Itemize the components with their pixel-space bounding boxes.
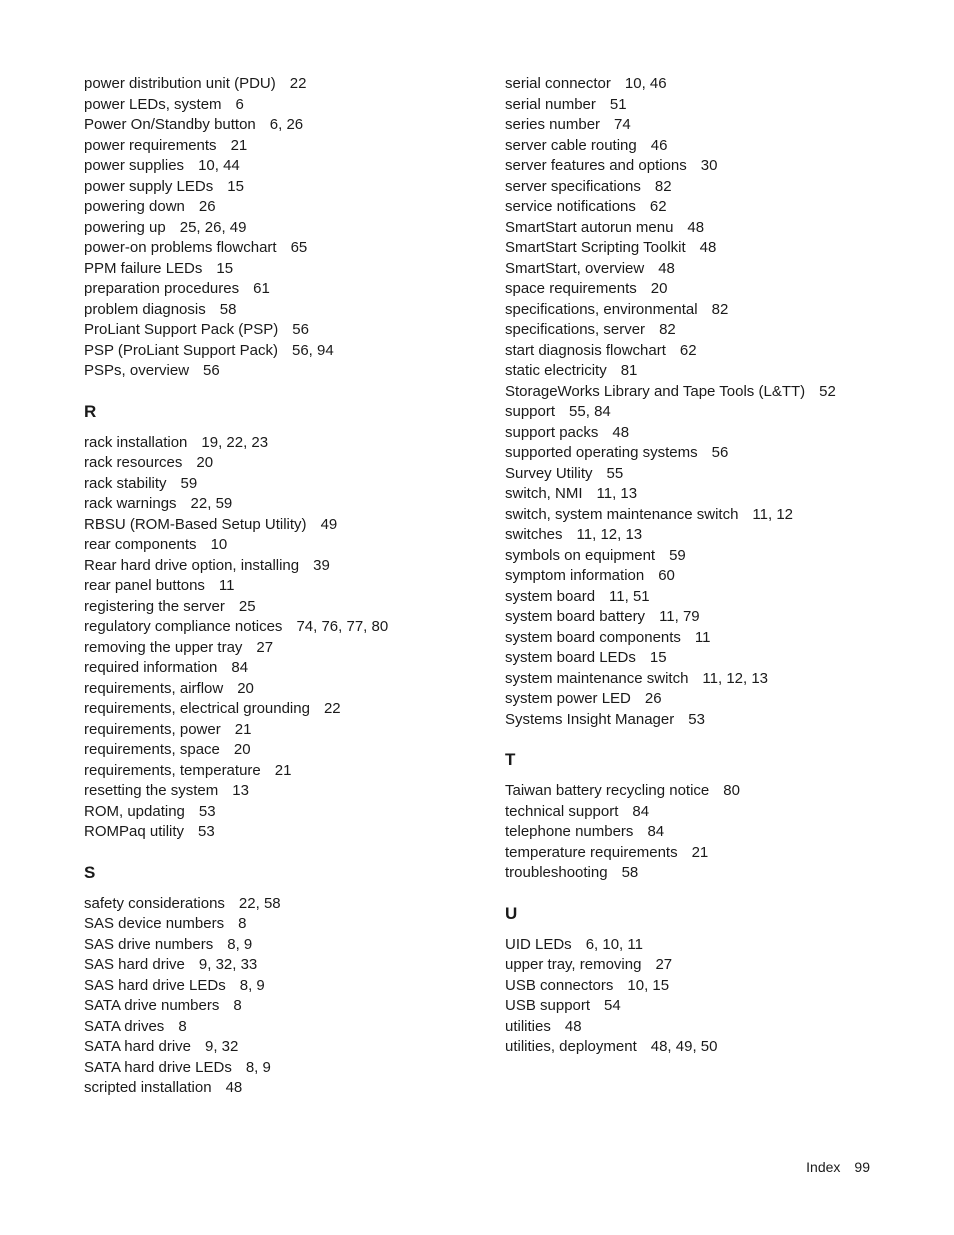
index-term: SAS device numbers xyxy=(84,915,225,932)
index-term: PPM failure LEDs xyxy=(84,259,203,277)
index-term: system board battery xyxy=(505,608,646,625)
index-entry xyxy=(84,576,484,597)
index-page-refs: 8, 9 xyxy=(239,976,265,994)
index-page-refs: 80 xyxy=(723,782,740,799)
index-entry xyxy=(505,628,935,649)
index-page-refs: 21 xyxy=(691,843,709,861)
index-page-refs: 20 xyxy=(650,280,668,297)
index-column-right xyxy=(505,74,935,1058)
section-letter: T xyxy=(505,750,516,769)
index-term: support xyxy=(505,403,556,420)
index-term: power-on problems flowchart xyxy=(84,239,277,256)
index-term: utilities, deployment xyxy=(505,1038,637,1055)
index-entry xyxy=(505,197,935,218)
index-page-refs: 22 xyxy=(289,75,307,92)
index-entry xyxy=(84,136,484,157)
index-entry xyxy=(505,976,935,997)
index-term: Rear hard drive option, installing xyxy=(84,556,300,574)
index-entry xyxy=(505,802,935,823)
index-entry xyxy=(84,802,484,823)
index-entry xyxy=(505,136,935,157)
page-footer xyxy=(806,1158,870,1176)
index-term: system board components xyxy=(505,628,681,646)
index-term: USB support xyxy=(505,997,591,1014)
index-term: requirements, temperature xyxy=(84,761,261,779)
index-term: specifications, environmental xyxy=(505,300,698,318)
index-term: ROMPaq utility xyxy=(84,823,185,840)
index-page-refs: 55, 84 xyxy=(569,403,611,420)
index-entry xyxy=(84,822,484,843)
index-entry xyxy=(84,300,484,321)
index-term: SATA drive numbers xyxy=(84,997,220,1014)
index-entry xyxy=(84,535,484,556)
index-entry xyxy=(84,679,484,700)
index-page-refs: 21 xyxy=(234,720,252,738)
index-entry xyxy=(505,587,935,608)
index-page-refs: 62 xyxy=(649,198,667,215)
index-entry xyxy=(84,341,484,362)
index-term: resetting the system xyxy=(84,782,219,799)
index-page-refs: 56 xyxy=(292,321,309,338)
index-term: powering down xyxy=(84,198,185,215)
index-page-refs: 48 xyxy=(612,423,630,441)
index-page-refs: 11, 12, 13 xyxy=(702,669,769,687)
index-term: SATA drives xyxy=(84,1017,165,1035)
index-page-refs: 61 xyxy=(253,280,270,297)
index-page-refs: 11, 12, 13 xyxy=(576,526,643,543)
index-entry xyxy=(505,689,935,710)
index-entry xyxy=(84,320,484,341)
index-page-refs: 10, 44 xyxy=(198,157,240,174)
index-entry xyxy=(84,935,484,956)
index-entry xyxy=(84,238,484,259)
index-page-refs: 59 xyxy=(180,474,198,492)
index-page-refs: 10, 15 xyxy=(627,976,670,994)
index-page-refs: 6, 26 xyxy=(269,116,304,133)
index-page-refs: 19, 22, 23 xyxy=(201,433,269,451)
index-term: switch, NMI xyxy=(505,485,583,502)
index-page-refs: 15 xyxy=(216,259,234,277)
index-term: system maintenance switch xyxy=(505,669,689,687)
index-term: requirements, airflow xyxy=(84,679,224,697)
index-page-refs: 82 xyxy=(711,300,729,318)
index-page-refs: 20 xyxy=(237,679,254,697)
index-page-refs: 74, 76, 77, 80 xyxy=(296,618,389,635)
index-entry xyxy=(505,863,935,884)
index-term: preparation procedures xyxy=(84,280,240,297)
index-term: series number xyxy=(505,116,601,133)
index-page-refs: 48 xyxy=(687,218,705,236)
index-entry xyxy=(505,279,935,300)
index-entry xyxy=(505,1017,935,1038)
index-term: specifications, server xyxy=(505,321,646,338)
index-page-refs: 20 xyxy=(233,741,251,758)
index-page-refs: 82 xyxy=(654,177,672,195)
index-page-refs: 52 xyxy=(819,382,836,400)
index-term: server specifications xyxy=(505,177,641,195)
index-entry xyxy=(84,218,484,239)
index-entry xyxy=(84,740,484,761)
index-term: server features and options xyxy=(505,157,687,174)
index-term: requirements, space xyxy=(84,741,220,758)
index-term: symptom information xyxy=(505,567,645,584)
index-page-refs: 11 xyxy=(694,628,711,646)
index-page-refs: 74 xyxy=(614,116,631,133)
index-page-refs: 8 xyxy=(238,915,247,932)
index-page-refs: 10, 46 xyxy=(624,75,667,92)
index-entry xyxy=(505,484,935,505)
index-entry xyxy=(84,1017,484,1038)
index-entry xyxy=(505,669,935,690)
index-page-refs: 65 xyxy=(290,239,308,256)
section-letter: S xyxy=(84,862,96,882)
index-page-refs: 53 xyxy=(688,710,705,728)
index-entry xyxy=(84,976,484,997)
index-term: space requirements xyxy=(505,280,637,297)
index-term: power requirements xyxy=(84,136,217,154)
index-entry xyxy=(505,95,935,116)
index-entry xyxy=(84,361,484,382)
index-term: rack installation xyxy=(84,433,188,451)
index-term: Power On/Standby button xyxy=(84,116,256,133)
index-term: power LEDs, system xyxy=(84,95,222,113)
index-term: problem diagnosis xyxy=(84,300,206,318)
index-entry xyxy=(505,382,935,403)
index-page-refs: 58 xyxy=(219,300,237,318)
index-term: symbols on equipment xyxy=(505,546,656,564)
index-entry xyxy=(505,822,935,843)
index-term: PSPs, overview xyxy=(84,362,190,379)
index-page-refs: 26 xyxy=(644,690,662,707)
index-term: serial connector xyxy=(505,75,611,92)
index-term: removing the upper tray xyxy=(84,638,243,656)
index-page-refs: 11 xyxy=(218,577,235,594)
index-entry xyxy=(505,843,935,864)
index-entry xyxy=(505,525,935,546)
index-entry xyxy=(505,566,935,587)
page-number: 99 xyxy=(854,1159,870,1175)
index-term: support packs xyxy=(505,423,599,441)
index-page-refs: 13 xyxy=(232,782,249,799)
index-term: power supply LEDs xyxy=(84,177,214,195)
index-page-refs: 46 xyxy=(650,136,668,154)
index-page-refs: 49 xyxy=(320,515,338,533)
index-term: powering up xyxy=(84,218,166,236)
index-entry xyxy=(505,607,935,628)
index-term: RBSU (ROM-Based Setup Utility) xyxy=(84,515,307,533)
index-page-refs: 8 xyxy=(233,997,242,1014)
index-term: UID LEDs xyxy=(505,935,572,953)
index-entry xyxy=(84,494,484,515)
index-term: supported operating systems xyxy=(505,444,698,461)
index-entry xyxy=(84,617,484,638)
index-page-refs: 11, 12 xyxy=(752,505,794,523)
index-term: safety considerations xyxy=(84,894,225,912)
index-entry xyxy=(84,761,484,782)
index-entry xyxy=(84,955,484,976)
index-column-left xyxy=(84,74,484,1099)
index-entry xyxy=(84,699,484,720)
index-page-refs: 84 xyxy=(231,659,249,676)
index-entry xyxy=(505,996,935,1017)
index-page-refs: 15 xyxy=(227,177,244,195)
index-term: upper tray, removing xyxy=(505,956,642,973)
index-entry xyxy=(505,423,935,444)
index-page-refs: 48, 49, 50 xyxy=(650,1038,718,1055)
index-entry xyxy=(84,1037,484,1058)
index-entry xyxy=(505,1037,935,1058)
index-term: SATA hard drive LEDs xyxy=(84,1058,232,1076)
index-term: SmartStart, overview xyxy=(505,259,645,277)
index-term: switch, system maintenance switch xyxy=(505,505,739,523)
index-page-refs: 54 xyxy=(604,997,621,1014)
index-page-refs: 48 xyxy=(564,1017,582,1035)
index-term: troubleshooting xyxy=(505,864,608,881)
index-term: requirements, electrical grounding xyxy=(84,700,310,717)
index-page-refs: 56 xyxy=(711,444,729,461)
index-entry xyxy=(84,1058,484,1079)
index-page-refs: 84 xyxy=(632,802,650,820)
index-entry xyxy=(505,955,935,976)
index-page-refs: 30 xyxy=(700,157,718,174)
index-entry xyxy=(84,115,484,136)
index-page-refs: 27 xyxy=(256,638,274,656)
index-entry xyxy=(505,505,935,526)
index-page-refs: 11, 13 xyxy=(596,485,638,502)
index-entry xyxy=(84,894,484,915)
index-entry xyxy=(505,402,935,423)
index-entry xyxy=(84,156,484,177)
index-entry xyxy=(505,710,935,731)
index-entry xyxy=(505,74,935,95)
index-entry xyxy=(505,218,935,239)
index-entry xyxy=(505,935,935,956)
index-page-refs: 25 xyxy=(238,597,256,615)
index-page-refs: 25, 26, 49 xyxy=(179,218,247,236)
index-page-refs: 21 xyxy=(274,761,292,779)
index-term: start diagnosis flowchart xyxy=(505,341,666,359)
index-term: serial number xyxy=(505,95,596,113)
index-entry xyxy=(84,453,484,474)
index-entry xyxy=(505,341,935,362)
index-term: rack warnings xyxy=(84,495,177,512)
index-entry xyxy=(505,238,935,259)
index-term: SAS hard drive xyxy=(84,956,185,973)
index-entry xyxy=(505,156,935,177)
index-entry xyxy=(505,320,935,341)
index-term: rack stability xyxy=(84,474,167,492)
footer-label: Index xyxy=(806,1159,841,1175)
index-page-refs: 21 xyxy=(230,136,248,154)
index-term: utilities xyxy=(505,1017,551,1035)
index-term: system power LED xyxy=(505,690,631,707)
index-term: ProLiant Support Pack (PSP) xyxy=(84,321,279,338)
index-page-refs: 11, 79 xyxy=(659,608,700,625)
index-entry xyxy=(505,361,935,382)
index-term: power supplies xyxy=(84,157,185,174)
index-term: power distribution unit (PDU) xyxy=(84,75,276,92)
index-page-refs: 27 xyxy=(655,956,673,973)
index-page-refs: 59 xyxy=(669,546,686,564)
index-entry xyxy=(84,95,484,116)
index-page-refs: 51 xyxy=(609,95,627,113)
index-page-refs: 11, 51 xyxy=(609,587,650,605)
index-term: temperature requirements xyxy=(505,843,678,861)
section-letter: U xyxy=(505,903,518,923)
index-entry xyxy=(505,781,935,802)
index-entry xyxy=(84,914,484,935)
index-page-refs: 8, 9 xyxy=(245,1058,271,1076)
index-page-refs: 26 xyxy=(198,198,216,215)
index-term: Taiwan battery recycling notice xyxy=(505,782,710,799)
index-term: SmartStart autorun menu xyxy=(505,218,674,236)
index-entry xyxy=(84,259,484,280)
index-term: regulatory compliance notices xyxy=(84,618,283,635)
index-term: StorageWorks Library and Tape Tools (L&TT) xyxy=(505,382,806,400)
index-entry xyxy=(84,638,484,659)
index-entry xyxy=(84,658,484,679)
index-term: Systems Insight Manager xyxy=(505,710,675,728)
index-page-refs: 22, 59 xyxy=(190,495,233,512)
index-term: ROM, updating xyxy=(84,802,185,820)
index-term: rear panel buttons xyxy=(84,577,205,594)
index-entry xyxy=(84,996,484,1017)
index-page-refs: 53 xyxy=(198,802,216,820)
index-page-refs: 6 xyxy=(235,95,244,113)
index-entry xyxy=(84,433,484,454)
index-term: USB connectors xyxy=(505,976,614,994)
index-page-refs: 9, 32, 33 xyxy=(198,956,258,973)
index-page-refs: 8, 9 xyxy=(227,935,253,953)
index-page-refs: 58 xyxy=(621,864,639,881)
index-page-refs: 15 xyxy=(649,649,667,666)
index-entry xyxy=(505,648,935,669)
index-term: static electricity xyxy=(505,362,607,379)
index-term: rear components xyxy=(84,536,197,553)
index-entry xyxy=(84,177,484,198)
index-term: Survey Utility xyxy=(505,464,593,482)
index-term: telephone numbers xyxy=(505,823,634,840)
index-page-refs: 56 xyxy=(203,362,220,379)
index-page-refs: 84 xyxy=(647,823,665,840)
index-term: requirements, power xyxy=(84,720,221,738)
index-term: SAS hard drive LEDs xyxy=(84,976,226,994)
index-term: server cable routing xyxy=(505,136,637,154)
index-term: SmartStart Scripting Toolkit xyxy=(505,239,686,256)
index-term: registering the server xyxy=(84,597,225,615)
index-page-refs: 39 xyxy=(313,556,330,574)
index-entry xyxy=(505,443,935,464)
index-page-refs: 10 xyxy=(210,536,228,553)
index-entry xyxy=(84,279,484,300)
index-page-refs: 48 xyxy=(658,259,675,277)
index-entry xyxy=(84,474,484,495)
index-term: scripted installation xyxy=(84,1079,212,1096)
index-entry xyxy=(505,300,935,321)
index-entry xyxy=(505,259,935,280)
index-page-refs: 6, 10, 11 xyxy=(585,935,643,953)
index-entry xyxy=(84,74,484,95)
index-entry xyxy=(84,197,484,218)
index-page-refs: 48 xyxy=(225,1079,243,1096)
index-page-refs: 48 xyxy=(699,239,717,256)
index-page-refs: 22 xyxy=(323,700,341,717)
index-entry xyxy=(505,464,935,485)
index-term: switches xyxy=(505,526,563,543)
index-entry xyxy=(505,546,935,567)
index-term: SAS drive numbers xyxy=(84,935,214,953)
index-entry xyxy=(505,177,935,198)
index-page-refs: 53 xyxy=(198,823,215,840)
index-term: system board xyxy=(505,587,596,605)
index-entry xyxy=(84,1078,484,1099)
index-page-refs: 56, 94 xyxy=(292,341,334,359)
index-page-refs: 82 xyxy=(659,321,676,338)
index-page-refs: 22, 58 xyxy=(238,894,281,912)
index-page-refs: 62 xyxy=(679,341,697,359)
index-term: technical support xyxy=(505,802,619,820)
index-term: SATA hard drive xyxy=(84,1038,191,1055)
index-term: rack resources xyxy=(84,454,183,471)
section-letter: R xyxy=(84,401,97,421)
index-page-refs: 20 xyxy=(196,454,214,471)
index-entry xyxy=(84,781,484,802)
index-term: service notifications xyxy=(505,198,636,215)
index-page-refs: 55 xyxy=(606,464,624,482)
index-entry xyxy=(505,115,935,136)
index-page-refs: 60 xyxy=(658,567,675,584)
index-page-refs: 8 xyxy=(178,1017,187,1035)
index-term: required information xyxy=(84,659,218,676)
index-term: system board LEDs xyxy=(505,649,636,666)
index-entry xyxy=(84,720,484,741)
index-entry xyxy=(84,515,484,536)
index-term: PSP (ProLiant Support Pack) xyxy=(84,341,278,359)
index-entry xyxy=(84,556,484,577)
index-page-refs: 81 xyxy=(620,362,638,379)
index-entry xyxy=(84,597,484,618)
index-page-refs: 9, 32 xyxy=(205,1038,239,1055)
